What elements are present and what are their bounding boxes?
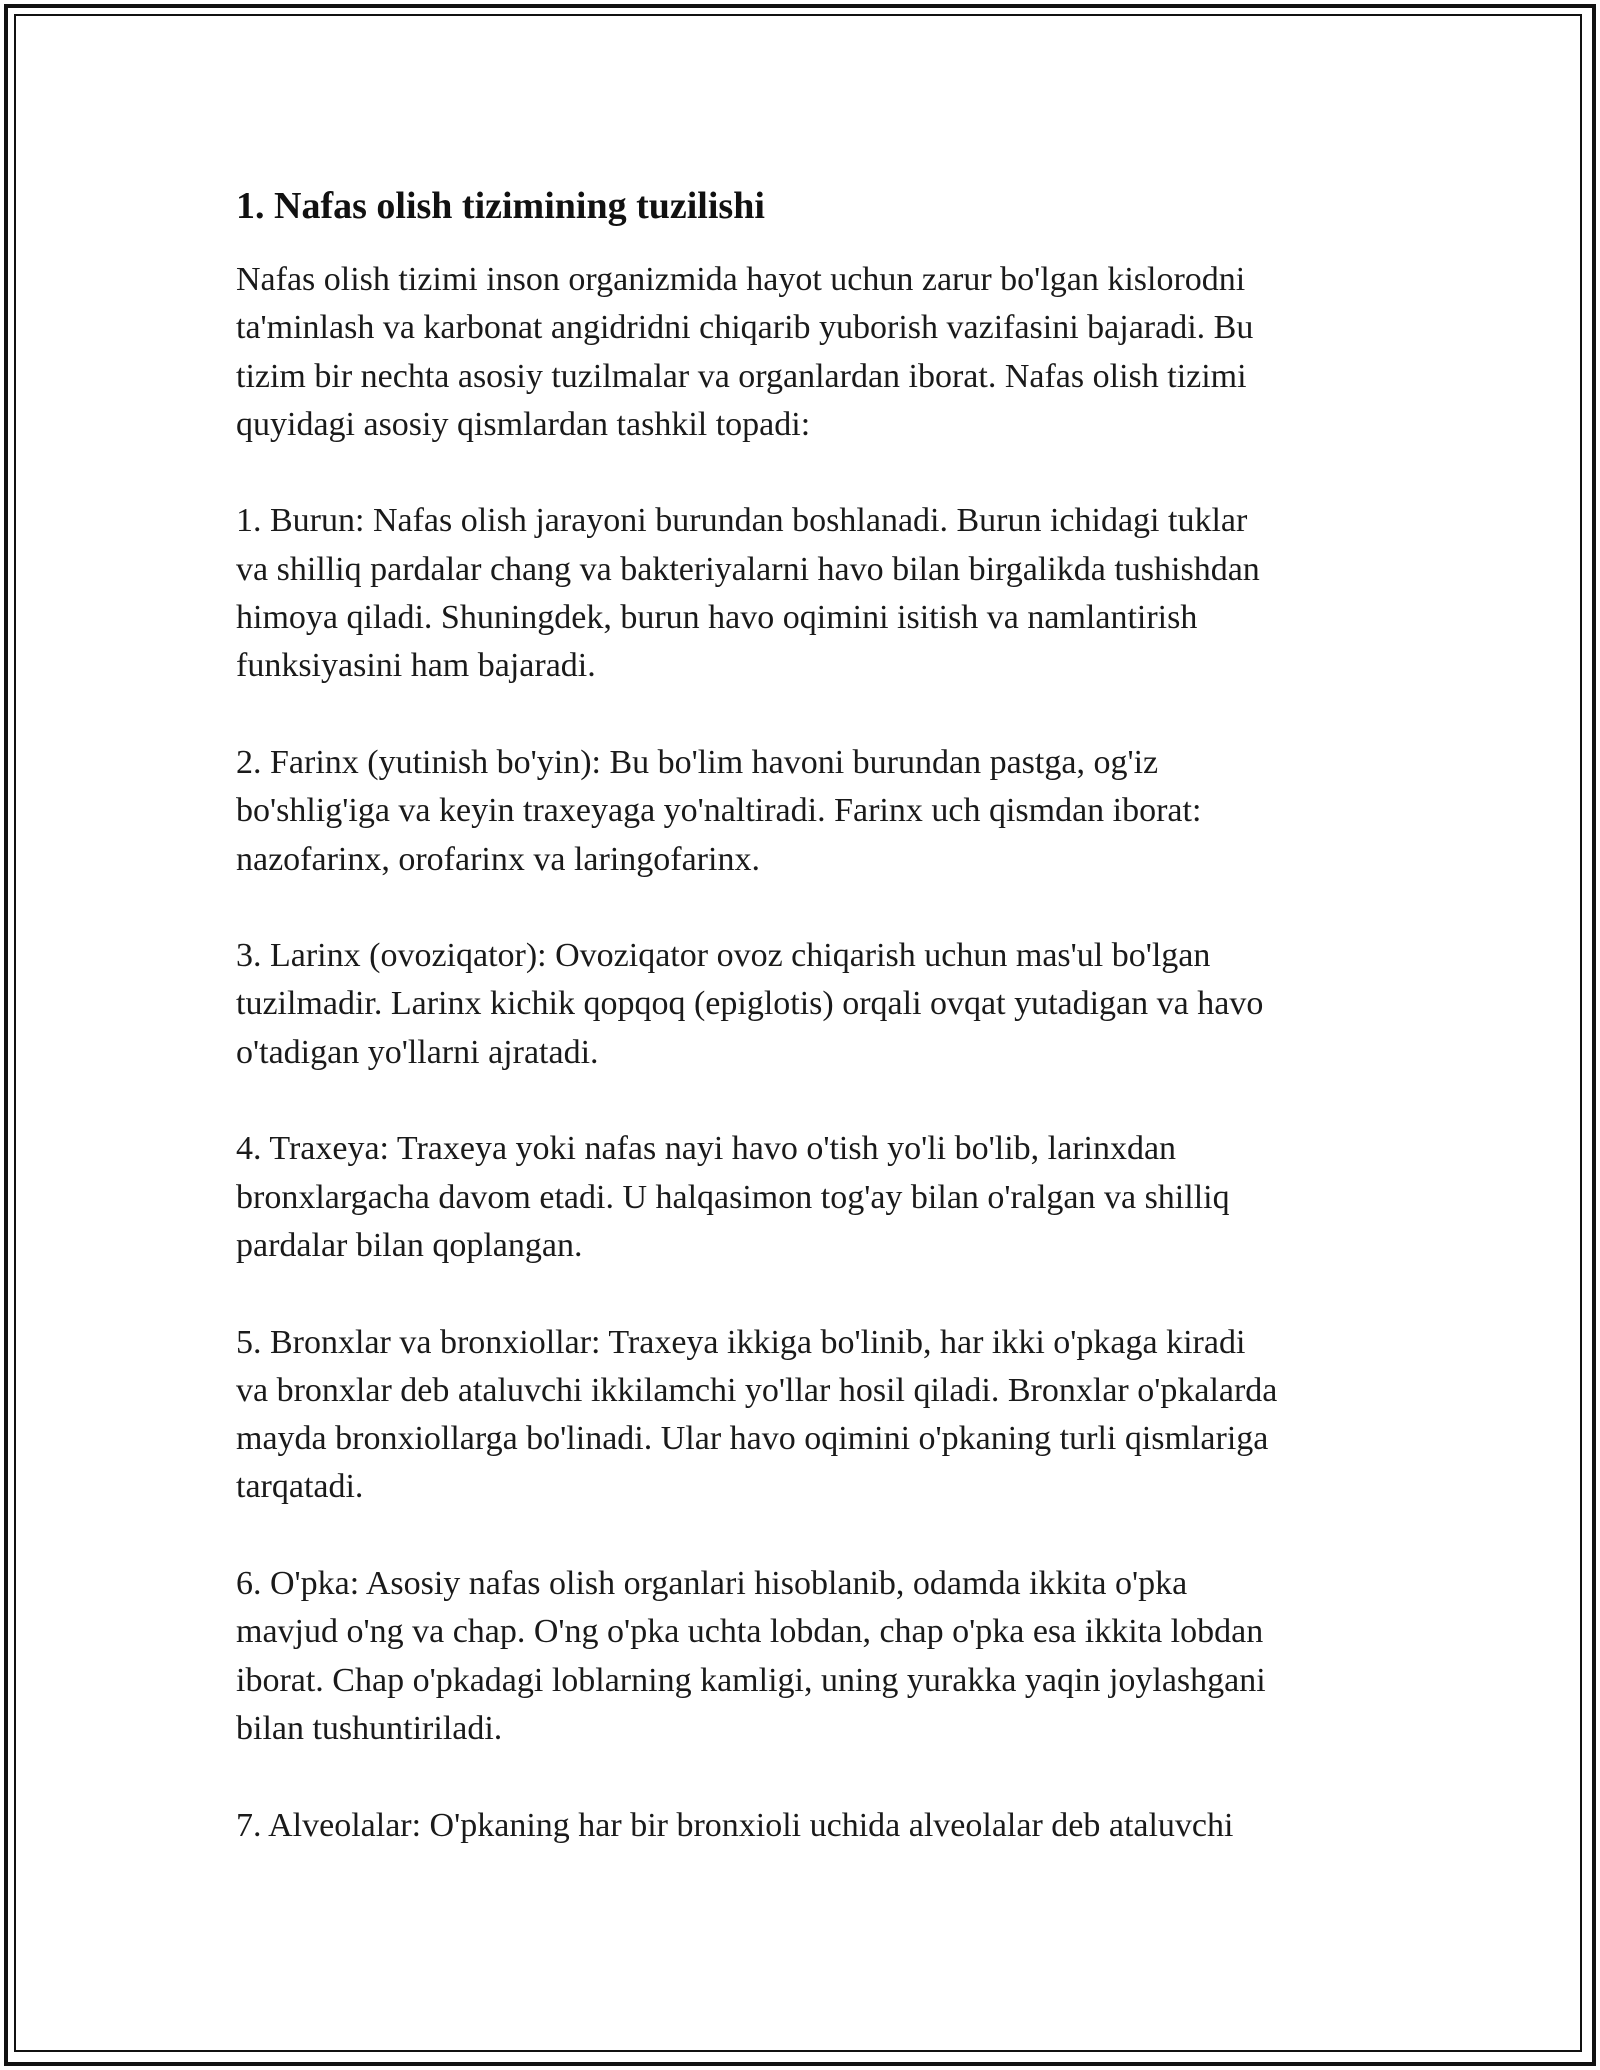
paragraph-larinx: 3. Larinx (ovoziqator): Ovoziqator ovoz chiqarish uchun mas'ul bo'lgan tuzilmadir. Larinx kichik qopqoq (epiglotis) orqali ovqat yutadigan va havo o'tadigan yo'llarni ajratadi. [236,937,1264,1071]
intro-paragraph: Nafas olish tizimi inson organizmida hayot uchun zarur bo'lgan kislorodni ta'minlash va karbonat angidridni chiqarib yuborish vazifasini bajaradi. Bu tizim bir nechta asosiy tuzilmalar va organlardan iborat. Nafas olish tizimi quyidagi asosiy qismlardan tashkil topadi: [236,261,1254,443]
paragraph-bronxlar: 5. Bronxlar va bronxiollar: Traxeya ikkiga bo'linib, har ikki o'pkaga kiradi va bronxlar deb ataluvchi ikkilamchi yo'llar hosil qiladi. Bronxlar o'pkalarda mayda bronxiollarga bo'linadi. Ular havo oqimini o'pkaning turli qismlariga tarqatadi. [236,1323,1278,1506]
section-heading: 1. Nafas olish tizimining tuzilishi [236,185,765,227]
document-body [236,184,1386,1850]
paragraph-farinx: 2. Farinx (yutinish bo'yin): Bu bo'lim havoni burundan pastga, og'iz bo'shlig'iga va keyin traxeyaga yo'naltiradi. Farinx uch qismdan iborat: nazofarinx, orofarinx va laringofarinx. [236,743,1202,878]
paragraph-opka: 6. O'pka: Asosiy nafas olish organlari hisoblanib, odamda ikkita o'pka mavjud o'ng va chap. O'ng o'pka uchta lobdan, chap o'pka esa ikkita lobdan iborat. Chap o'pkadagi loblarning kamligi, uning yurakka yaqin joylashgani bilan tushuntiriladi. [236,1565,1266,1747]
paragraph-alveolalar: 7. Alveolalar: O'pkaning har bir bronxioli uchida alveolalar deb ataluvchi [236,1806,1234,1844]
paragraph-traxeya: 4. Traxeya: Traxeya yoki nafas nayi havo o'tish yo'li bo'lib, larinxdan bronxlargacha davom etadi. U halqasimon tog'ay bilan o'ralgan va shilliq pardalar bilan qoplangan. [236,1130,1230,1264]
paragraph-burun: 1. Burun: Nafas olish jarayoni burundan boshlanadi. Burun ichidagi tuklar va shilliq pardalar chang va bakteriyalarni havo bilan birgalikda tushishdan himoya qiladi. Shuningdek, burun havo oqimini isitish va namlantirish funksiyasini ham bajaradi. [236,502,1260,685]
